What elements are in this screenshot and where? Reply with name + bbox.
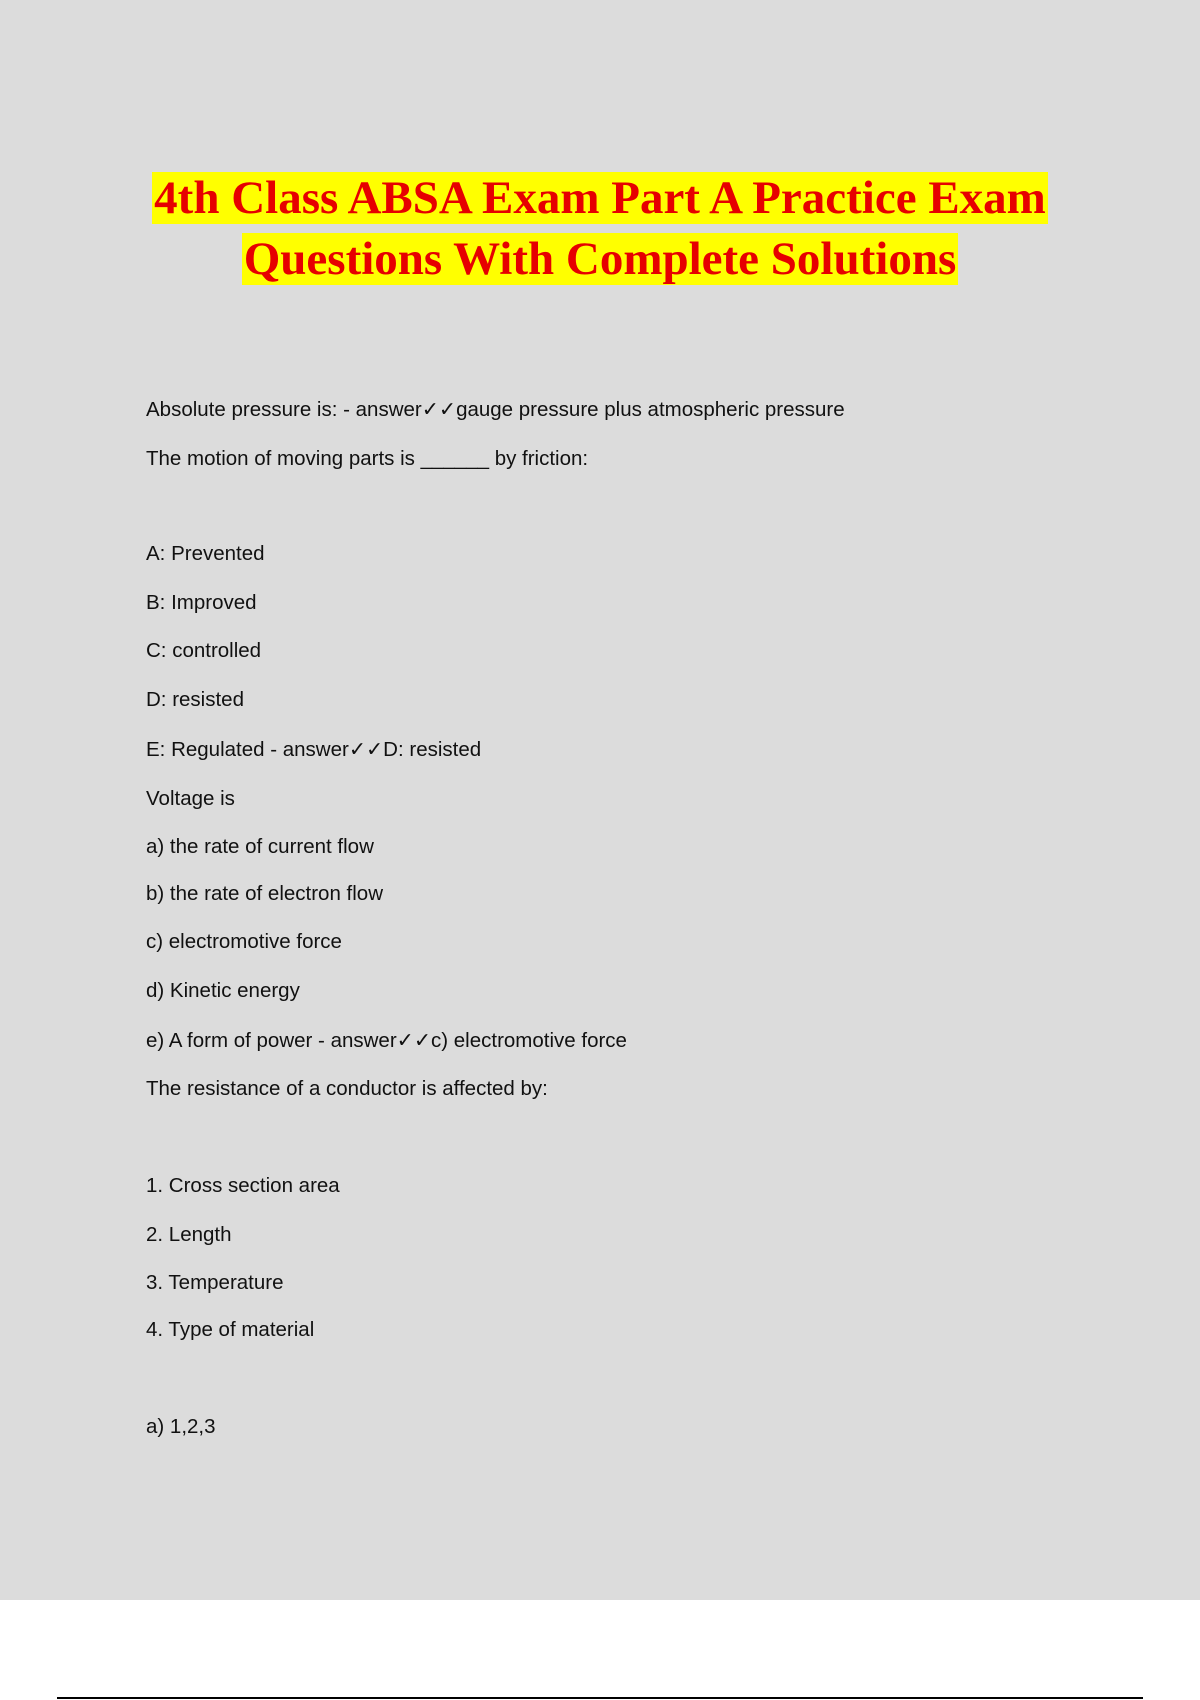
title-line-1: 4th Class ABSA Exam Part A Practice Exam (154, 172, 1046, 224)
option-friction-b: B: Improved (146, 591, 257, 614)
document-title (0, 168, 1200, 290)
item-resistance-4: 4. Type of material (146, 1318, 315, 1341)
option-voltage-a: a) the rate of current flow (146, 835, 374, 858)
question-resistance: The resistance of a conductor is affected by: (146, 1077, 548, 1100)
item-resistance-3: 3. Temperature (146, 1271, 284, 1294)
option-resistance-a: a) 1,2,3 (146, 1415, 216, 1438)
item-resistance-2: 2. Length (146, 1223, 232, 1246)
question-friction: The motion of moving parts is ______ by friction: (146, 447, 589, 470)
option-voltage-e-answer: e) A form of power - answer✓✓c) electromotive force (146, 1029, 627, 1052)
option-voltage-b: b) the rate of electron flow (146, 882, 384, 905)
title-line-2: Questions With Complete Solutions (243, 233, 957, 285)
option-friction-d: D: resisted (146, 688, 244, 711)
footer-divider (57, 1697, 1143, 1699)
item-resistance-1: 1. Cross section area (146, 1174, 340, 1197)
option-friction-c: C: controlled (146, 639, 262, 662)
question-absolute-pressure: Absolute pressure is: - answer✓✓gauge pressure plus atmospheric pressure (146, 398, 845, 421)
option-friction-a: A: Prevented (146, 542, 265, 565)
option-voltage-d: d) Kinetic energy (146, 979, 300, 1002)
option-friction-e-answer: E: Regulated - answer✓✓D: resisted (146, 738, 482, 761)
option-voltage-c: c) electromotive force (146, 930, 342, 953)
question-voltage: Voltage is (146, 787, 235, 810)
